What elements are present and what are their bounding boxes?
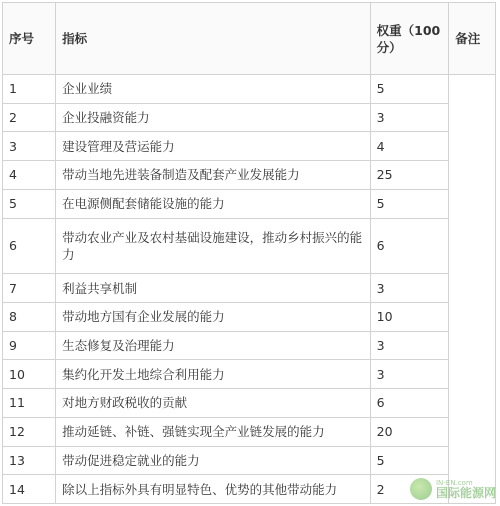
row-no: 3 <box>3 132 56 161</box>
row-no: 8 <box>3 303 56 332</box>
row-no: 12 <box>3 417 56 446</box>
row-no: 10 <box>3 360 56 389</box>
row-indicator: 企业业绩 <box>56 75 371 104</box>
table-row <box>3 360 496 389</box>
row-weight: 2 <box>370 475 449 504</box>
table-row <box>3 331 496 360</box>
watermark-cn: 国际能源网 <box>435 485 496 500</box>
row-weight: 10 <box>370 303 449 332</box>
table-row <box>3 303 496 332</box>
row-indicator: 带动促进稳定就业的能力 <box>56 446 371 475</box>
row-indicator: 集约化开发土地综合利用能力 <box>56 360 371 389</box>
row-indicator: 带动当地先进装备制造及配套产业发展能力 <box>56 161 371 190</box>
row-weight: 20 <box>370 417 449 446</box>
leaf-logo-icon <box>410 478 432 500</box>
row-no: 5 <box>3 189 56 218</box>
table-row <box>3 132 496 161</box>
row-weight: 3 <box>370 274 449 303</box>
row-indicator: 除以上指标外具有明显特色、优势的其他带动能力 <box>56 475 371 504</box>
row-indicator: 企业投融资能力 <box>56 103 371 132</box>
table-header-row <box>3 3 496 75</box>
row-weight: 5 <box>370 189 449 218</box>
row-no: 11 <box>3 389 56 418</box>
row-weight: 4 <box>370 132 449 161</box>
note-cell <box>449 75 496 504</box>
row-weight: 5 <box>370 75 449 104</box>
row-weight: 3 <box>370 360 449 389</box>
row-indicator: 推动延链、补链、强链实现全产业链发展的能力 <box>56 417 371 446</box>
row-indicator: 利益共享机制 <box>56 274 371 303</box>
row-weight: 25 <box>370 161 449 190</box>
row-no: 7 <box>3 274 56 303</box>
row-weight: 5 <box>370 446 449 475</box>
row-indicator: 带动农业产业及农村基础设施建设，推动乡村振兴的能力 <box>56 218 371 274</box>
header-note: 备注 <box>449 3 496 75</box>
table-row <box>3 446 496 475</box>
watermark-text <box>436 480 496 499</box>
row-no: 9 <box>3 331 56 360</box>
header-indicator: 指标 <box>56 3 371 75</box>
row-indicator: 带动地方国有企业发展的能力 <box>56 303 371 332</box>
row-no: 14 <box>3 475 56 504</box>
row-no: 6 <box>3 218 56 274</box>
row-no: 13 <box>3 446 56 475</box>
row-no: 2 <box>3 103 56 132</box>
table-row <box>3 189 496 218</box>
row-weight: 6 <box>370 389 449 418</box>
table-row <box>3 75 496 104</box>
table-row <box>3 103 496 132</box>
indicator-weight-table <box>2 2 496 504</box>
row-indicator: 在电源侧配套储能设施的能力 <box>56 189 371 218</box>
row-weight: 3 <box>370 331 449 360</box>
row-indicator: 建设管理及营运能力 <box>56 132 371 161</box>
row-indicator: 对地方财政税收的贡献 <box>56 389 371 418</box>
table-row <box>3 417 496 446</box>
row-weight: 3 <box>370 103 449 132</box>
row-weight: 6 <box>370 218 449 274</box>
table-row <box>3 218 496 274</box>
header-weight: 权重（100分） <box>370 3 449 75</box>
table-row <box>3 274 496 303</box>
row-indicator: 生态修复及治理能力 <box>56 331 371 360</box>
watermark <box>410 478 496 500</box>
table-row <box>3 161 496 190</box>
header-no: 序号 <box>3 3 56 75</box>
row-no: 1 <box>3 75 56 104</box>
watermark-en: IN-EN.com <box>435 478 473 487</box>
row-no: 4 <box>3 161 56 190</box>
table-row <box>3 389 496 418</box>
